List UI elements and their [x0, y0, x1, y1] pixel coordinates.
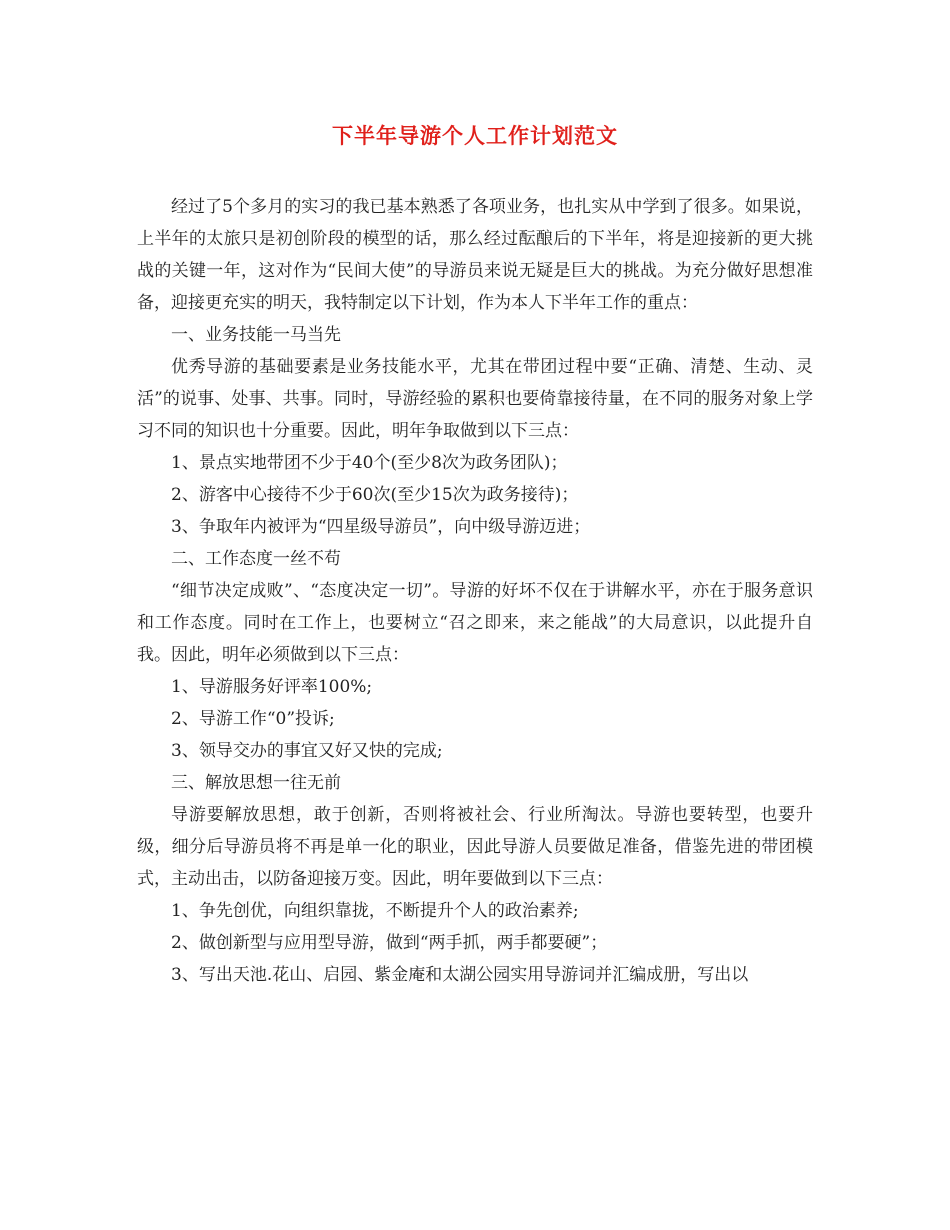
- section-heading-3: 三、解放思想一往无前: [171, 773, 341, 793]
- section-heading-2: 二、工作态度一丝不苟: [171, 549, 341, 569]
- document-body: [137, 191, 813, 991]
- paragraph-section-2: “细节决定成败”、“态度决定一切”。导游的好坏不仅在于讲解水平，亦在于服务意识和工作态度。同时在工作上，也要树立“召之即来，来之能战”的大局意识，以此提升自我。因此，明年必须做到以下三点：: [137, 581, 813, 665]
- section-heading-1: 一、业务技能一马当先: [171, 325, 341, 345]
- paragraph-intro: 经过了5个多月的实习的我已基本熟悉了各项业务，也扎实从中学到了很多。如果说，上半年的太旅只是初创阶段的模型的话，那么经过酝酿后的下半年，将是迎接新的更大挑战的关键一年，这对作为“民间大使”的导游员来说无疑是巨大的挑战。为充分做好思想准备，迎接更充实的明天，我特制定以下计划，作为本人下半年工作的重点：: [137, 197, 813, 313]
- list-item: 1、导游服务好评率100%;: [171, 677, 373, 697]
- list-item: 3、争取年内被评为“四星级导游员”，向中级导游迈进；: [171, 517, 591, 537]
- list-item: 1、景点实地带团不少于40个(至少8次为政务团队)；: [171, 453, 568, 473]
- list-item: 2、做创新型与应用型导游，做到“两手抓，两手都要硬”；: [171, 933, 608, 953]
- list-item: 3、写出天池.花山、启园、紫金庵和太湖公园实用导游词并汇编成册，写出以: [171, 965, 749, 985]
- list-item: 2、导游工作“0”投诉;: [171, 709, 335, 729]
- document-title: 下半年导游个人工作计划范文: [332, 123, 618, 148]
- paragraph-section-3: 导游要解放思想，敢于创新，否则将被社会、行业所淘汰。导游也要转型，也要升级，细分后导游员将不再是单一化的职业，因此导游人员要做足准备，借鉴先进的带团模式，主动出击，以防备迎接万变。因此，明年要做到以下三点：: [137, 805, 813, 889]
- paragraph-section-1: 优秀导游的基础要素是业务技能水平，尤其在带团过程中要“正确、清楚、生动、灵活”的说事、处事、共事。同时，导游经验的累积也要倚靠接待量，在不同的服务对象上学习不同的知识也十分重要。因此，明年争取做到以下三点：: [137, 357, 813, 441]
- list-item: 3、领导交办的事宜又好又快的完成;: [171, 741, 443, 761]
- list-item: 1、争先创优，向组织靠拢，不断提升个人的政治素养;: [171, 901, 579, 921]
- list-item: 2、游客中心接待不少于60次(至少15次为政务接待)；: [171, 485, 579, 505]
